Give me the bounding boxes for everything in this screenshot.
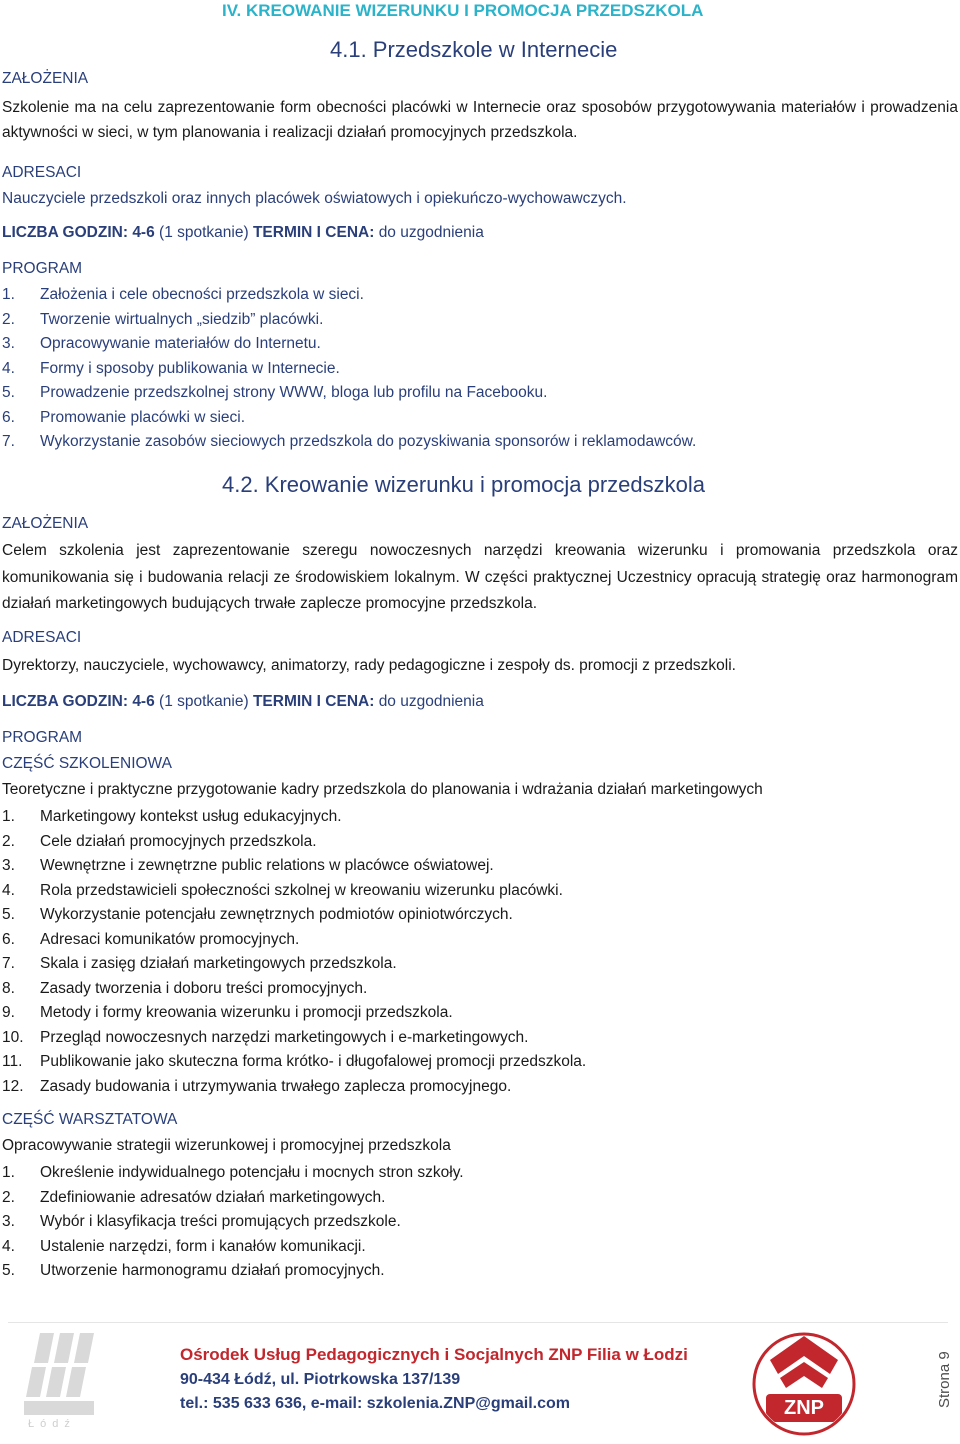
termin-value: do uzgodnienia bbox=[378, 224, 484, 241]
list-item-number: 2. bbox=[2, 832, 15, 850]
list-item bbox=[2, 1235, 942, 1260]
list-item bbox=[2, 830, 942, 855]
list-item bbox=[2, 381, 942, 406]
list-item-text: Formy i sposoby publikowania w Internecie. bbox=[40, 359, 340, 377]
footer-contact: tel.: 535 633 636, e-mail: szkolenia.ZNP@gmail.com bbox=[180, 1395, 570, 1412]
hours-value: 4-6 bbox=[132, 224, 155, 241]
list-item-number: 4. bbox=[2, 881, 15, 899]
list-item bbox=[2, 952, 942, 977]
hours-value: 4-6 bbox=[132, 693, 155, 710]
program-label-4-1: PROGRAM bbox=[2, 260, 83, 277]
program-label-4-2: PROGRAM bbox=[2, 729, 83, 746]
list-item-text: Tworzenie wirtualnych „siedzib” placówki. bbox=[40, 310, 324, 328]
list-item-number: 7. bbox=[2, 433, 15, 450]
list-item-number: 7. bbox=[2, 955, 15, 972]
section-title-4-1: 4.1. Przedszkole w Internecie bbox=[330, 37, 618, 62]
list-item-text: Adresaci komunikatów promocyjnych. bbox=[40, 930, 300, 948]
footer-org: Ośrodek Usług Pedagogicznych i Socjalnych ZNP Filia w Łodzi bbox=[180, 1345, 688, 1364]
hours-label: LICZBA GODZIN: bbox=[2, 693, 128, 710]
znp-logo bbox=[750, 1330, 858, 1438]
list-item bbox=[2, 805, 942, 830]
footer-divider bbox=[8, 1322, 948, 1323]
list-item-number: 1. bbox=[2, 808, 15, 825]
zalozenia-label-4-2: ZAŁOŻENIA bbox=[2, 515, 89, 532]
hours-line-4-1 bbox=[2, 222, 484, 244]
list-item-number: 3. bbox=[2, 857, 15, 874]
termin-value: do uzgodnienia bbox=[378, 693, 484, 710]
part2-label: CZĘŚĆ WARSZTATOWA bbox=[2, 1111, 178, 1128]
page-number: Strona 9 bbox=[936, 1351, 953, 1409]
list-item-number: 2. bbox=[2, 1188, 15, 1206]
list-item-text: Opracowywanie materiałów do Internetu. bbox=[40, 335, 321, 352]
list-item-number: 5. bbox=[2, 384, 15, 401]
list-item-text: Założenia i cele obecności przedszkola w sieci. bbox=[40, 286, 364, 303]
adresaci-label-4-2: ADRESACI bbox=[2, 629, 82, 646]
list-item bbox=[2, 430, 942, 455]
list-item-number: 1. bbox=[2, 286, 15, 303]
list-item bbox=[2, 903, 942, 928]
hours-label: LICZBA GODZIN: bbox=[2, 224, 128, 241]
list-item-text: Cele działań promocyjnych przedszkola. bbox=[40, 832, 317, 850]
termin-label: TERMIN I CENA: bbox=[252, 693, 375, 710]
hours-note: (1 spotkanie) bbox=[159, 224, 249, 241]
adresaci-label-4-1: ADRESACI bbox=[2, 164, 82, 181]
list-item-text: Określenie indywidualnego potencjału i mocnych stron szkoły. bbox=[40, 1164, 464, 1181]
list-item-text: Metody i formy kreowania wizerunku i promocji przedszkola. bbox=[40, 1004, 453, 1021]
list-item bbox=[2, 332, 942, 357]
list-item bbox=[2, 1050, 942, 1075]
list-item-number: 5. bbox=[2, 906, 15, 923]
list-item-number: 5. bbox=[2, 1262, 15, 1279]
termin-label: TERMIN I CENA: bbox=[252, 224, 375, 241]
oupis-logo bbox=[10, 1325, 120, 1435]
list-item-number: 9. bbox=[2, 1004, 15, 1021]
list-item-number: 12. bbox=[2, 1077, 24, 1095]
program-list-4-1 bbox=[2, 283, 942, 455]
list-item-number: 2. bbox=[2, 310, 15, 328]
list-item-text: Zasady budowania i utrzymywania trwałego zaplecza promocyjnego. bbox=[40, 1077, 512, 1095]
list-item-number: 8. bbox=[2, 979, 15, 997]
list-item-text: Wewnętrzne i zewnętrzne public relations w placówce oświatowej. bbox=[40, 857, 494, 874]
zalozenia-text-4-1: Szkolenie ma na celu zaprezentowanie form obecności placówki w Internecie oraz sposobów przygotowywania materiałów i prowadzenia aktywności w sieci, w tym planowania i realizacji działań promocyjnych przedszkola. bbox=[2, 99, 958, 141]
list-item bbox=[2, 854, 942, 879]
list-item bbox=[2, 1186, 942, 1211]
list-item-text: Utworzenie harmonogramu działań promocyjnych. bbox=[40, 1262, 385, 1279]
list-item-number: 4. bbox=[2, 1237, 15, 1255]
part2-intro: Opracowywanie strategii wizerunkowej i promocyjnej przedszkola bbox=[2, 1137, 451, 1154]
part2-list bbox=[2, 1161, 942, 1284]
list-item-number: 6. bbox=[2, 930, 15, 948]
list-item-text: Prowadzenie przedszkolnej strony WWW, bloga lub profilu na Facebooku. bbox=[40, 384, 548, 401]
footer-address: 90-434 Łódź, ul. Piotrkowska 137/139 bbox=[180, 1371, 461, 1388]
part1-label: CZĘŚĆ SZKOLENIOWA bbox=[2, 755, 172, 772]
list-item bbox=[2, 283, 942, 308]
chapter-title: IV. KREOWANIE WIZERUNKU I PROMOCJA PRZEDSZKOLA bbox=[222, 1, 704, 20]
adresaci-text-4-1: Nauczyciele przedszkoli oraz innych placówek oświatowych i opiekuńczo-wychowawczych. bbox=[2, 190, 627, 207]
list-item bbox=[2, 406, 942, 431]
list-item-text: Wykorzystanie zasobów sieciowych przedszkola do pozyskiwania sponsorów i reklamodawców. bbox=[40, 433, 697, 450]
list-item bbox=[2, 879, 942, 904]
list-item-number: 10. bbox=[2, 1028, 24, 1046]
list-item-number: 11. bbox=[2, 1053, 23, 1070]
list-item-text: Zdefiniowanie adresatów działań marketingowych. bbox=[40, 1188, 386, 1206]
zalozenia-label-4-1: ZAŁOŻENIA bbox=[2, 70, 89, 87]
list-item bbox=[2, 1210, 942, 1235]
list-item-number: 6. bbox=[2, 408, 15, 426]
list-item-text: Skala i zasięg działań marketingowych przedszkola. bbox=[40, 955, 397, 972]
list-item bbox=[2, 1075, 942, 1100]
list-item-text: Wybór i klasyfikacja treści promujących przedszkole. bbox=[40, 1213, 401, 1230]
list-item bbox=[2, 357, 942, 382]
list-item bbox=[2, 1259, 942, 1284]
hours-line-4-2 bbox=[2, 691, 484, 713]
list-item-number: 3. bbox=[2, 335, 15, 352]
list-item-text: Rola przedstawicieli społeczności szkolnej w kreowaniu wizerunku placówki. bbox=[40, 881, 563, 899]
list-item-text: Przegląd nowoczesnych narzędzi marketingowych i e-marketingowych. bbox=[40, 1028, 529, 1046]
list-item bbox=[2, 928, 942, 953]
list-item bbox=[2, 308, 942, 333]
hours-note: (1 spotkanie) bbox=[159, 693, 249, 710]
list-item-text: Wykorzystanie potencjału zewnętrznych podmiotów opiniotwórczych. bbox=[40, 906, 513, 923]
list-item-number: 4. bbox=[2, 359, 15, 377]
list-item-text: Ustalenie narzędzi, form i kanałów komunikacji. bbox=[40, 1237, 366, 1255]
list-item-number: 3. bbox=[2, 1213, 15, 1230]
zalozenia-text-4-2: Celem szkolenia jest zaprezentowanie szeregu nowoczesnych narzędzi kreowania wizerunku i promowania przedszkola oraz komunikowania się i budowania relacji ze środowiskiem lokalnym. W części praktycznej Uczestnicy opracują strategię oraz harmonogram działań marketingowych budujących trwałe zaplecze promocyjne przedszkola. bbox=[2, 542, 958, 612]
list-item bbox=[2, 1026, 942, 1051]
list-item-text: Marketingowy kontekst usług edukacyjnych. bbox=[40, 808, 342, 825]
list-item bbox=[2, 1161, 942, 1186]
list-item-number: 1. bbox=[2, 1164, 15, 1181]
znp-logo-text: ZNP bbox=[784, 1397, 824, 1419]
list-item bbox=[2, 1001, 942, 1026]
part1-list bbox=[2, 805, 942, 1099]
list-item-text: Zasady tworzenia i doboru treści promocyjnych. bbox=[40, 979, 368, 997]
list-item-text: Promowanie placówki w sieci. bbox=[40, 408, 246, 426]
list-item-text: Publikowanie jako skuteczna forma krótko- i długofalowej promocji przedszkola. bbox=[40, 1053, 587, 1070]
list-item bbox=[2, 977, 942, 1002]
part1-intro: Teoretyczne i praktyczne przygotowanie kadry przedszkola do planowania i wdrażania działań marketingowych bbox=[2, 781, 763, 798]
adresaci-text-4-2: Dyrektorzy, nauczyciele, wychowawcy, animatorzy, rady pedagogiczne i zespoły ds. promocji z przedszkoli. bbox=[2, 657, 736, 674]
oupis-logo-city: Łódź bbox=[28, 1418, 76, 1430]
section-title-4-2: 4.2. Kreowanie wizerunku i promocja przedszkola bbox=[222, 472, 706, 497]
